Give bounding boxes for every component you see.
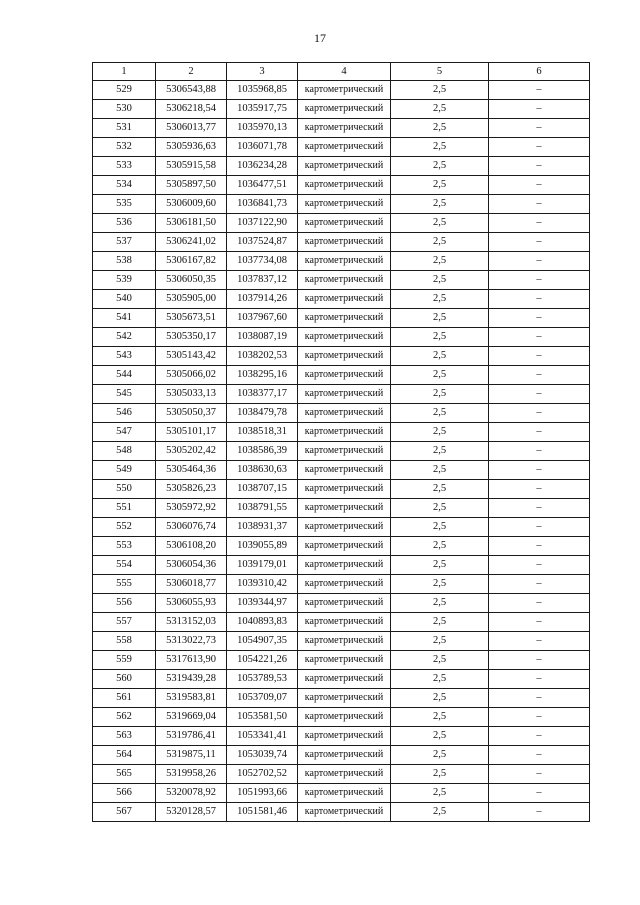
y-coordinate-cell: 1037914,26 [227,290,298,309]
table-row [93,423,590,442]
accuracy-cell: 2,5 [391,119,489,138]
x-coordinate-cell: 5305673,51 [156,309,227,328]
accuracy-cell: 2,5 [391,271,489,290]
accuracy-cell: 2,5 [391,651,489,670]
y-coordinate-cell: 1035970,13 [227,119,298,138]
accuracy-cell: 2,5 [391,328,489,347]
point-number-cell: 541 [93,309,156,328]
column-header: 6 [489,63,590,81]
point-number-cell: 559 [93,651,156,670]
point-number-cell: 562 [93,708,156,727]
note-cell: – [489,271,590,290]
y-coordinate-cell: 1053581,50 [227,708,298,727]
x-coordinate-cell: 5306076,74 [156,518,227,537]
table-row [93,195,590,214]
y-coordinate-cell: 1053709,07 [227,689,298,708]
method-cell: картометрический [298,765,391,784]
accuracy-cell: 2,5 [391,518,489,537]
accuracy-cell: 2,5 [391,765,489,784]
note-cell: – [489,518,590,537]
y-coordinate-cell: 1040893,83 [227,613,298,632]
note-cell: – [489,670,590,689]
x-coordinate-cell: 5306181,50 [156,214,227,233]
note-cell: – [489,119,590,138]
note-cell: – [489,784,590,803]
point-number-cell: 540 [93,290,156,309]
table-row [93,138,590,157]
note-cell: – [489,214,590,233]
column-header: 1 [93,63,156,81]
x-coordinate-cell: 5306218,54 [156,100,227,119]
method-cell: картометрический [298,480,391,499]
y-coordinate-cell: 1037837,12 [227,271,298,290]
y-coordinate-cell: 1038377,17 [227,385,298,404]
note-cell: – [489,176,590,195]
table-row [93,176,590,195]
method-cell: картометрический [298,556,391,575]
method-cell: картометрический [298,157,391,176]
y-coordinate-cell: 1039055,89 [227,537,298,556]
accuracy-cell: 2,5 [391,385,489,404]
point-number-cell: 533 [93,157,156,176]
table-row [93,518,590,537]
point-number-cell: 560 [93,670,156,689]
x-coordinate-cell: 5306009,60 [156,195,227,214]
x-coordinate-cell: 5305464,36 [156,461,227,480]
accuracy-cell: 2,5 [391,803,489,822]
method-cell: картометрический [298,442,391,461]
table-row [93,309,590,328]
accuracy-cell: 2,5 [391,461,489,480]
y-coordinate-cell: 1054907,35 [227,632,298,651]
x-coordinate-cell: 5320078,92 [156,784,227,803]
method-cell: картометрический [298,290,391,309]
y-coordinate-cell: 1037122,90 [227,214,298,233]
y-coordinate-cell: 1039179,01 [227,556,298,575]
table-row [93,157,590,176]
y-coordinate-cell: 1037967,60 [227,309,298,328]
note-cell: – [489,499,590,518]
point-number-cell: 536 [93,214,156,233]
accuracy-cell: 2,5 [391,290,489,309]
note-cell: – [489,347,590,366]
table-row [93,404,590,423]
y-coordinate-cell: 1054221,26 [227,651,298,670]
method-cell: картометрический [298,404,391,423]
point-number-cell: 555 [93,575,156,594]
x-coordinate-cell: 5319583,81 [156,689,227,708]
point-number-cell: 550 [93,480,156,499]
accuracy-cell: 2,5 [391,176,489,195]
method-cell: картометрический [298,651,391,670]
method-cell: картометрический [298,176,391,195]
x-coordinate-cell: 5306055,93 [156,594,227,613]
accuracy-cell: 2,5 [391,556,489,575]
method-cell: картометрический [298,385,391,404]
accuracy-cell: 2,5 [391,309,489,328]
x-coordinate-cell: 5306013,77 [156,119,227,138]
table-row [93,442,590,461]
point-number-cell: 532 [93,138,156,157]
note-cell: – [489,195,590,214]
table-row [93,100,590,119]
note-cell: – [489,309,590,328]
y-coordinate-cell: 1053341,41 [227,727,298,746]
point-number-cell: 548 [93,442,156,461]
point-number-cell: 539 [93,271,156,290]
y-coordinate-cell: 1037524,87 [227,233,298,252]
table-row [93,81,590,100]
x-coordinate-cell: 5305101,17 [156,423,227,442]
method-cell: картометрический [298,594,391,613]
table-row [93,708,590,727]
method-cell: картометрический [298,727,391,746]
point-number-cell: 552 [93,518,156,537]
table-row [93,556,590,575]
y-coordinate-cell: 1039310,42 [227,575,298,594]
accuracy-cell: 2,5 [391,708,489,727]
y-coordinate-cell: 1053039,74 [227,746,298,765]
method-cell: картометрический [298,575,391,594]
y-coordinate-cell: 1038087,19 [227,328,298,347]
accuracy-cell: 2,5 [391,214,489,233]
x-coordinate-cell: 5305897,50 [156,176,227,195]
note-cell: – [489,537,590,556]
y-coordinate-cell: 1051581,46 [227,803,298,822]
x-coordinate-cell: 5306108,20 [156,537,227,556]
method-cell: картометрический [298,309,391,328]
table-row [93,271,590,290]
note-cell: – [489,81,590,100]
table-header-row [93,63,590,81]
point-number-cell: 546 [93,404,156,423]
x-coordinate-cell: 5305050,37 [156,404,227,423]
y-coordinate-cell: 1036477,51 [227,176,298,195]
method-cell: картометрический [298,423,391,442]
accuracy-cell: 2,5 [391,366,489,385]
table-row [93,252,590,271]
table-row [93,499,590,518]
column-header: 4 [298,63,391,81]
point-number-cell: 538 [93,252,156,271]
accuracy-cell: 2,5 [391,157,489,176]
y-coordinate-cell: 1036841,73 [227,195,298,214]
note-cell: – [489,404,590,423]
method-cell: картометрический [298,328,391,347]
x-coordinate-cell: 5305905,00 [156,290,227,309]
point-number-cell: 529 [93,81,156,100]
note-cell: – [489,575,590,594]
y-coordinate-cell: 1038295,16 [227,366,298,385]
accuracy-cell: 2,5 [391,233,489,252]
accuracy-cell: 2,5 [391,670,489,689]
accuracy-cell: 2,5 [391,594,489,613]
accuracy-cell: 2,5 [391,746,489,765]
accuracy-cell: 2,5 [391,575,489,594]
y-coordinate-cell: 1038586,39 [227,442,298,461]
column-header: 3 [227,63,298,81]
table-row [93,689,590,708]
method-cell: картометрический [298,499,391,518]
x-coordinate-cell: 5319439,28 [156,670,227,689]
table-row [93,366,590,385]
note-cell: – [489,594,590,613]
table-row [93,727,590,746]
x-coordinate-cell: 5305202,42 [156,442,227,461]
x-coordinate-cell: 5305936,63 [156,138,227,157]
note-cell: – [489,423,590,442]
table-row [93,290,590,309]
column-header: 5 [391,63,489,81]
accuracy-cell: 2,5 [391,784,489,803]
note-cell: – [489,480,590,499]
point-number-cell: 530 [93,100,156,119]
y-coordinate-cell: 1035968,85 [227,81,298,100]
table-row [93,784,590,803]
point-number-cell: 547 [93,423,156,442]
accuracy-cell: 2,5 [391,81,489,100]
table-row [93,613,590,632]
table-row [93,632,590,651]
table-row [93,328,590,347]
method-cell: картометрический [298,708,391,727]
table-row [93,594,590,613]
x-coordinate-cell: 5305915,58 [156,157,227,176]
x-coordinate-cell: 5313152,03 [156,613,227,632]
note-cell: – [489,556,590,575]
page-number: 17 [314,31,326,45]
note-cell: – [489,461,590,480]
accuracy-cell: 2,5 [391,727,489,746]
table-row [93,537,590,556]
method-cell: картометрический [298,613,391,632]
x-coordinate-cell: 5319786,41 [156,727,227,746]
method-cell: картометрический [298,366,391,385]
point-number-cell: 558 [93,632,156,651]
method-cell: картометрический [298,252,391,271]
table-row [93,233,590,252]
x-coordinate-cell: 5306543,88 [156,81,227,100]
coordinates-table [92,62,590,822]
point-number-cell: 544 [93,366,156,385]
method-cell: картометрический [298,803,391,822]
table-row [93,347,590,366]
point-number-cell: 556 [93,594,156,613]
x-coordinate-cell: 5305066,02 [156,366,227,385]
y-coordinate-cell: 1037734,08 [227,252,298,271]
method-cell: картометрический [298,195,391,214]
note-cell: – [489,651,590,670]
x-coordinate-cell: 5319875,11 [156,746,227,765]
accuracy-cell: 2,5 [391,499,489,518]
note-cell: – [489,689,590,708]
note-cell: – [489,157,590,176]
method-cell: картометрический [298,537,391,556]
accuracy-cell: 2,5 [391,689,489,708]
x-coordinate-cell: 5320128,57 [156,803,227,822]
point-number-cell: 535 [93,195,156,214]
point-number-cell: 549 [93,461,156,480]
y-coordinate-cell: 1035917,75 [227,100,298,119]
x-coordinate-cell: 5305143,42 [156,347,227,366]
method-cell: картометрический [298,689,391,708]
accuracy-cell: 2,5 [391,100,489,119]
method-cell: картометрический [298,233,391,252]
accuracy-cell: 2,5 [391,480,489,499]
y-coordinate-cell: 1038791,55 [227,499,298,518]
point-number-cell: 566 [93,784,156,803]
note-cell: – [489,233,590,252]
method-cell: картометрический [298,461,391,480]
point-number-cell: 545 [93,385,156,404]
point-number-cell: 543 [93,347,156,366]
note-cell: – [489,765,590,784]
point-number-cell: 534 [93,176,156,195]
table-row [93,746,590,765]
note-cell: – [489,328,590,347]
x-coordinate-cell: 5305350,17 [156,328,227,347]
point-number-cell: 563 [93,727,156,746]
y-coordinate-cell: 1052702,52 [227,765,298,784]
accuracy-cell: 2,5 [391,537,489,556]
point-number-cell: 564 [93,746,156,765]
method-cell: картометрический [298,784,391,803]
y-coordinate-cell: 1039344,97 [227,594,298,613]
note-cell: – [489,366,590,385]
method-cell: картометрический [298,81,391,100]
note-cell: – [489,100,590,119]
point-number-cell: 551 [93,499,156,518]
x-coordinate-cell: 5319669,04 [156,708,227,727]
x-coordinate-cell: 5313022,73 [156,632,227,651]
accuracy-cell: 2,5 [391,442,489,461]
accuracy-cell: 2,5 [391,423,489,442]
note-cell: – [489,803,590,822]
y-coordinate-cell: 1036234,28 [227,157,298,176]
x-coordinate-cell: 5305826,23 [156,480,227,499]
point-number-cell: 554 [93,556,156,575]
accuracy-cell: 2,5 [391,195,489,214]
method-cell: картометрический [298,138,391,157]
point-number-cell: 553 [93,537,156,556]
point-number-cell: 565 [93,765,156,784]
point-number-cell: 561 [93,689,156,708]
accuracy-cell: 2,5 [391,138,489,157]
note-cell: – [489,138,590,157]
table-row [93,385,590,404]
point-number-cell: 537 [93,233,156,252]
y-coordinate-cell: 1053789,53 [227,670,298,689]
note-cell: – [489,613,590,632]
table-row [93,803,590,822]
table-row [93,461,590,480]
y-coordinate-cell: 1036071,78 [227,138,298,157]
x-coordinate-cell: 5306054,36 [156,556,227,575]
column-header: 2 [156,63,227,81]
table-row [93,670,590,689]
accuracy-cell: 2,5 [391,252,489,271]
point-number-cell: 567 [93,803,156,822]
table-row [93,214,590,233]
y-coordinate-cell: 1038479,78 [227,404,298,423]
note-cell: – [489,252,590,271]
table-row [93,575,590,594]
note-cell: – [489,385,590,404]
table-row [93,119,590,138]
table-row [93,765,590,784]
method-cell: картометрический [298,632,391,651]
x-coordinate-cell: 5306050,35 [156,271,227,290]
x-coordinate-cell: 5306241,02 [156,233,227,252]
note-cell: – [489,442,590,461]
y-coordinate-cell: 1038931,37 [227,518,298,537]
note-cell: – [489,632,590,651]
method-cell: картометрический [298,670,391,689]
x-coordinate-cell: 5305972,92 [156,499,227,518]
method-cell: картометрический [298,271,391,290]
method-cell: картометрический [298,119,391,138]
x-coordinate-cell: 5306167,82 [156,252,227,271]
point-number-cell: 542 [93,328,156,347]
y-coordinate-cell: 1051993,66 [227,784,298,803]
y-coordinate-cell: 1038630,63 [227,461,298,480]
x-coordinate-cell: 5305033,13 [156,385,227,404]
method-cell: картометрический [298,214,391,233]
method-cell: картометрический [298,347,391,366]
method-cell: картометрический [298,100,391,119]
accuracy-cell: 2,5 [391,613,489,632]
accuracy-cell: 2,5 [391,632,489,651]
note-cell: – [489,290,590,309]
note-cell: – [489,727,590,746]
x-coordinate-cell: 5317613,90 [156,651,227,670]
accuracy-cell: 2,5 [391,347,489,366]
note-cell: – [489,746,590,765]
y-coordinate-cell: 1038202,53 [227,347,298,366]
table-row [93,651,590,670]
y-coordinate-cell: 1038518,31 [227,423,298,442]
table-row [93,480,590,499]
x-coordinate-cell: 5306018,77 [156,575,227,594]
note-cell: – [489,708,590,727]
point-number-cell: 531 [93,119,156,138]
accuracy-cell: 2,5 [391,404,489,423]
point-number-cell: 557 [93,613,156,632]
table-body [93,81,590,822]
y-coordinate-cell: 1038707,15 [227,480,298,499]
x-coordinate-cell: 5319958,26 [156,765,227,784]
method-cell: картометрический [298,518,391,537]
method-cell: картометрический [298,746,391,765]
